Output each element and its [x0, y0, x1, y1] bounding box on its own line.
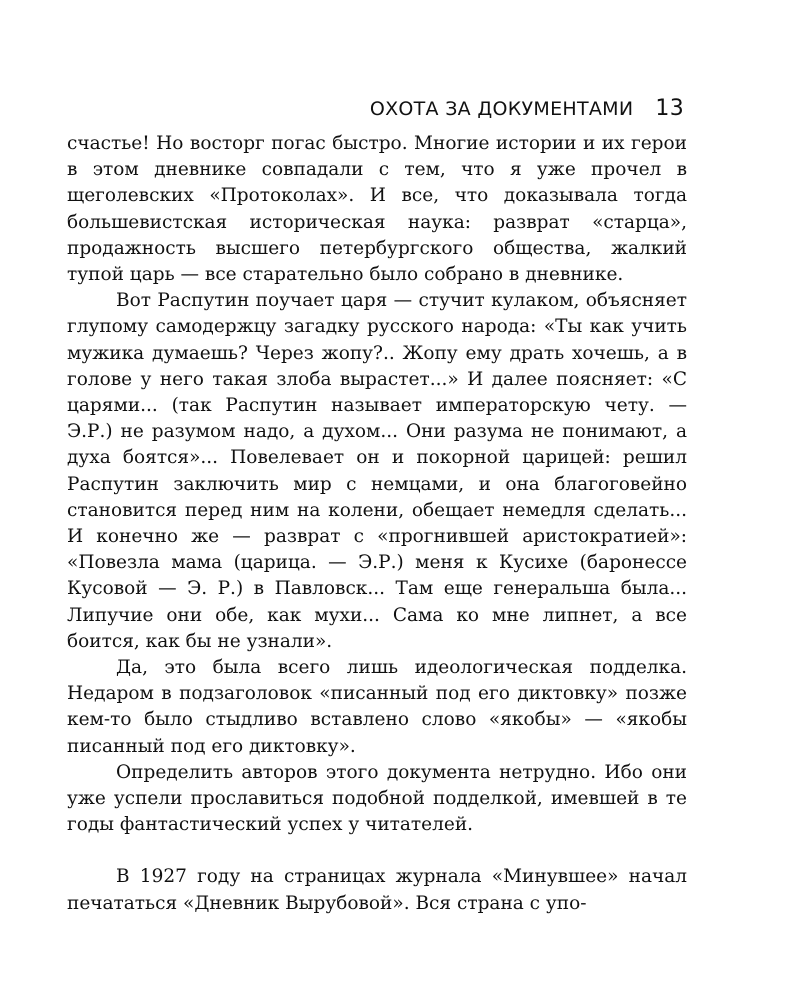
paragraph: счастье! Но восторг погас быстро. Многие истории и их герои в этом дневнике совпадали с тем, что я уже прочел в щеголевских «Протоколах». И все, что доказывала тогда большевистская историческая наука: разврат «старца», продажность высшего петербургского общества, жалкий тупой царь — все старательно было собрано в дневнике.	[67, 133, 687, 286]
paragraph: Да, это была всего лишь идеологическая подделка. Недаром в подзаголовок «писанный под его диктовку» позже кем-то было стыдливо вставлено слово «якобы» — «якобы писанный под его диктовку».	[67, 657, 687, 757]
page-number: 13	[655, 96, 684, 121]
running-title: ОХОТА ЗА ДОКУМЕНТАМИ	[369, 98, 634, 120]
paragraph: В 1927 году на страницах журнала «Минувшее» начал печататься «Дневник Вырубовой». Вся страна с упо-	[67, 866, 687, 914]
paragraph: Вот Распутин поучает царя — стучит кулаком, объясняет глупому самодержцу загадку русского народа: «Ты как учить мужика думаешь? Через жопу?.. Жопу ему драть хочешь, а в голове у него такая злоба вырастет...» И далее поясняет: «С царями... (так Распутин называет императорскую чету. — Э.Р.) не разумом надо, а духом... Они разума не понимают, а духа боятся»... Повелевает он и покорной царицей: решил Распутин заключить мир с немцами, и она благоговейно становится перед ним на колени, обещает немедля сделать... И конечно же — разврат с «прогнившей аристократией»: «Повезла мама (царица. — Э.Р.) меня к Кусихе (баронессе Кусовой — Э. Р.) в Павловск... Там еще генеральша была... Липучие они обе, как мухи... Сама ко мне липнет, а все боится, как бы не узнали».	[67, 290, 687, 652]
body-text	[67, 131, 687, 917]
running-head	[370, 96, 684, 121]
paragraph: Определить авторов этого документа нетрудно. Ибо они уже успели прославиться подобной подделкой, имевшей в те годы фантастический успех у читателей.	[67, 761, 687, 836]
